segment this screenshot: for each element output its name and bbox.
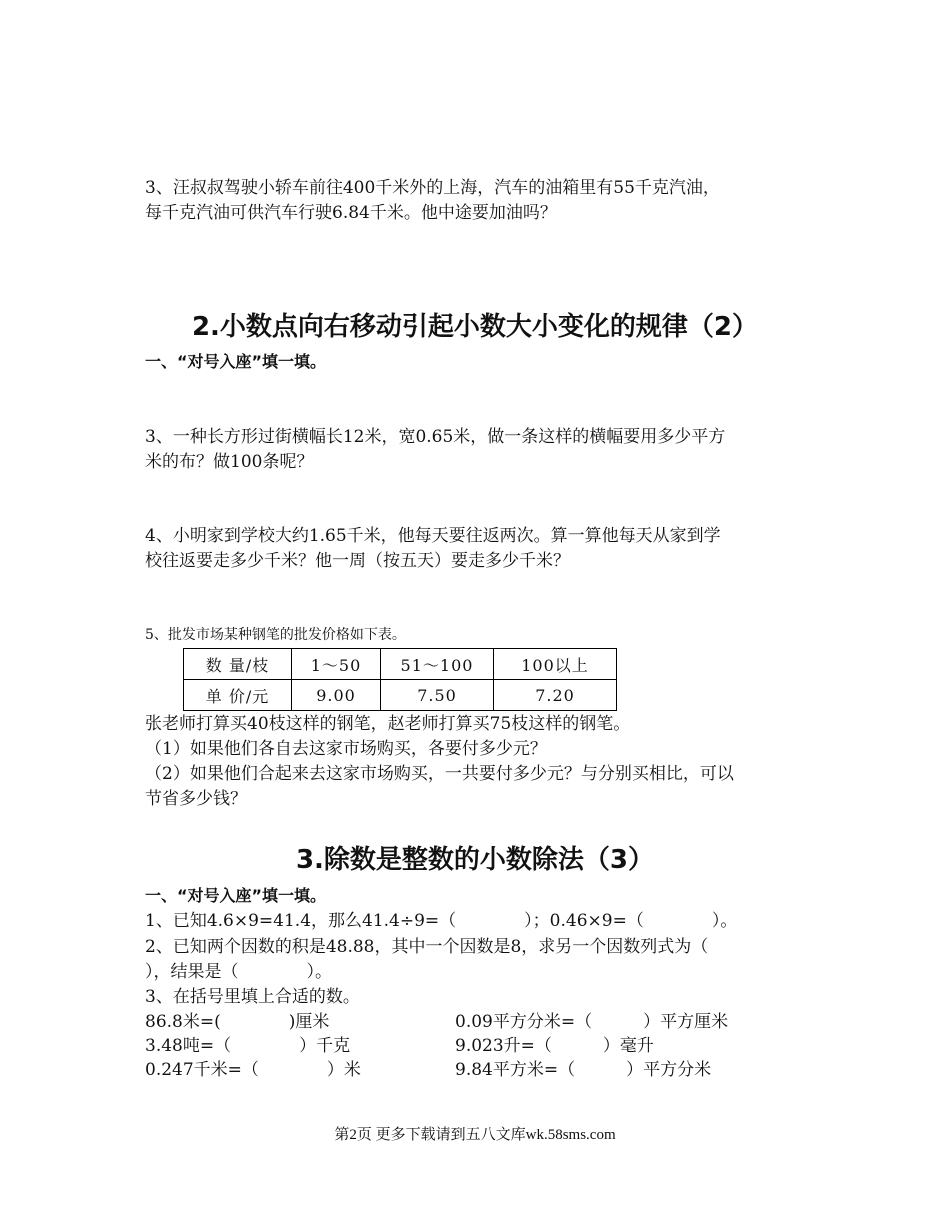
table-row: [184, 649, 617, 680]
s3-q2-line2: ），结果是（ ）。: [145, 962, 332, 982]
fill-item: 9.84平方米=（ ）平方分米: [455, 1060, 712, 1080]
s2-q4-line2: 校往返要走多少千米？他一周（按五天）要走多少千米？: [145, 551, 570, 571]
s1-q3-line2: 每千克汽油可供汽车行驶6.84千米。他中途要加油吗？: [145, 203, 557, 223]
table-cell: 51～100: [381, 649, 494, 680]
s2-q5-sub1: （1）如果他们各自去这家市场购买，各要付多少元？: [145, 739, 547, 759]
s1-q3-line1: 3、汪叔叔驾驶小轿车前往400千米外的上海，汽车的油箱里有55千克汽油，: [145, 178, 720, 198]
table-cell: 9.00: [292, 680, 381, 711]
s2-q5-sub2-line1: （2）如果他们合起来去这家市场购买，一共要付多少元？与分别买相比，可以: [145, 764, 734, 784]
fill-item: 3.48吨=（ ）千克: [145, 1036, 351, 1056]
s2-q5-sub2-line2: 节省多少钱？: [145, 789, 247, 809]
fill-item: 0.247千米=（ ）米: [145, 1060, 361, 1080]
section-2-title: 2.小数点向右移动引起小数大小变化的规律（2）: [191, 312, 759, 342]
table-cell: 1～50: [292, 649, 381, 680]
table-cell: 7.50: [381, 680, 494, 711]
s2-q4-line1: 4、小明家到学校大约1.65千米，他每天要往返两次。算一算他每天从家到学: [145, 526, 721, 546]
table-cell: 单 价/元: [184, 680, 292, 711]
fill-item: 9.023升=（ ）毫升: [455, 1036, 654, 1056]
page-footer: 第2页 更多下载请到五八文库wk.58sms.com: [334, 1127, 616, 1143]
table-cell: 7.20: [494, 680, 617, 711]
fill-item: 0.09平方分米=（ ）平方厘米: [455, 1012, 729, 1032]
s2-q5-intro: 5、批发市场某种钢笔的批发价格如下表。: [145, 627, 406, 643]
s3-q3: 3、在括号里填上合适的数。: [145, 987, 360, 1007]
s3-q2-line1: 2、已知两个因数的积是48.88，其中一个因数是8，求另一个因数列式为（: [145, 937, 709, 957]
section-2-heading: 一、“对号入座”填一填。: [145, 352, 327, 371]
s2-q3-line1: 3、一种长方形过街横幅长12米，宽0.65米，做一条这样的横幅要用多少平方: [145, 427, 726, 447]
section-3-title: 3.除数是整数的小数除法（3）: [295, 845, 655, 875]
price-table: [183, 648, 617, 711]
section-3-heading: 一、“对号入座”填一填。: [145, 886, 327, 905]
s3-q1: 1、已知4.6×9=41.4，那么41.4÷9=（ ）；0.46×9=（ ）。: [145, 911, 738, 931]
s2-q3-line2: 米的布？做100条呢？: [145, 452, 314, 472]
fill-item: 86.8米=( )厘米: [145, 1012, 330, 1032]
table-row: [184, 680, 617, 711]
table-cell: 100以上: [494, 649, 617, 680]
table-cell: 数 量/枝: [184, 649, 292, 680]
s2-q5-line1: 张老师打算买40枝这样的钢笔，赵老师打算买75枝这样的钢笔。: [145, 714, 631, 734]
